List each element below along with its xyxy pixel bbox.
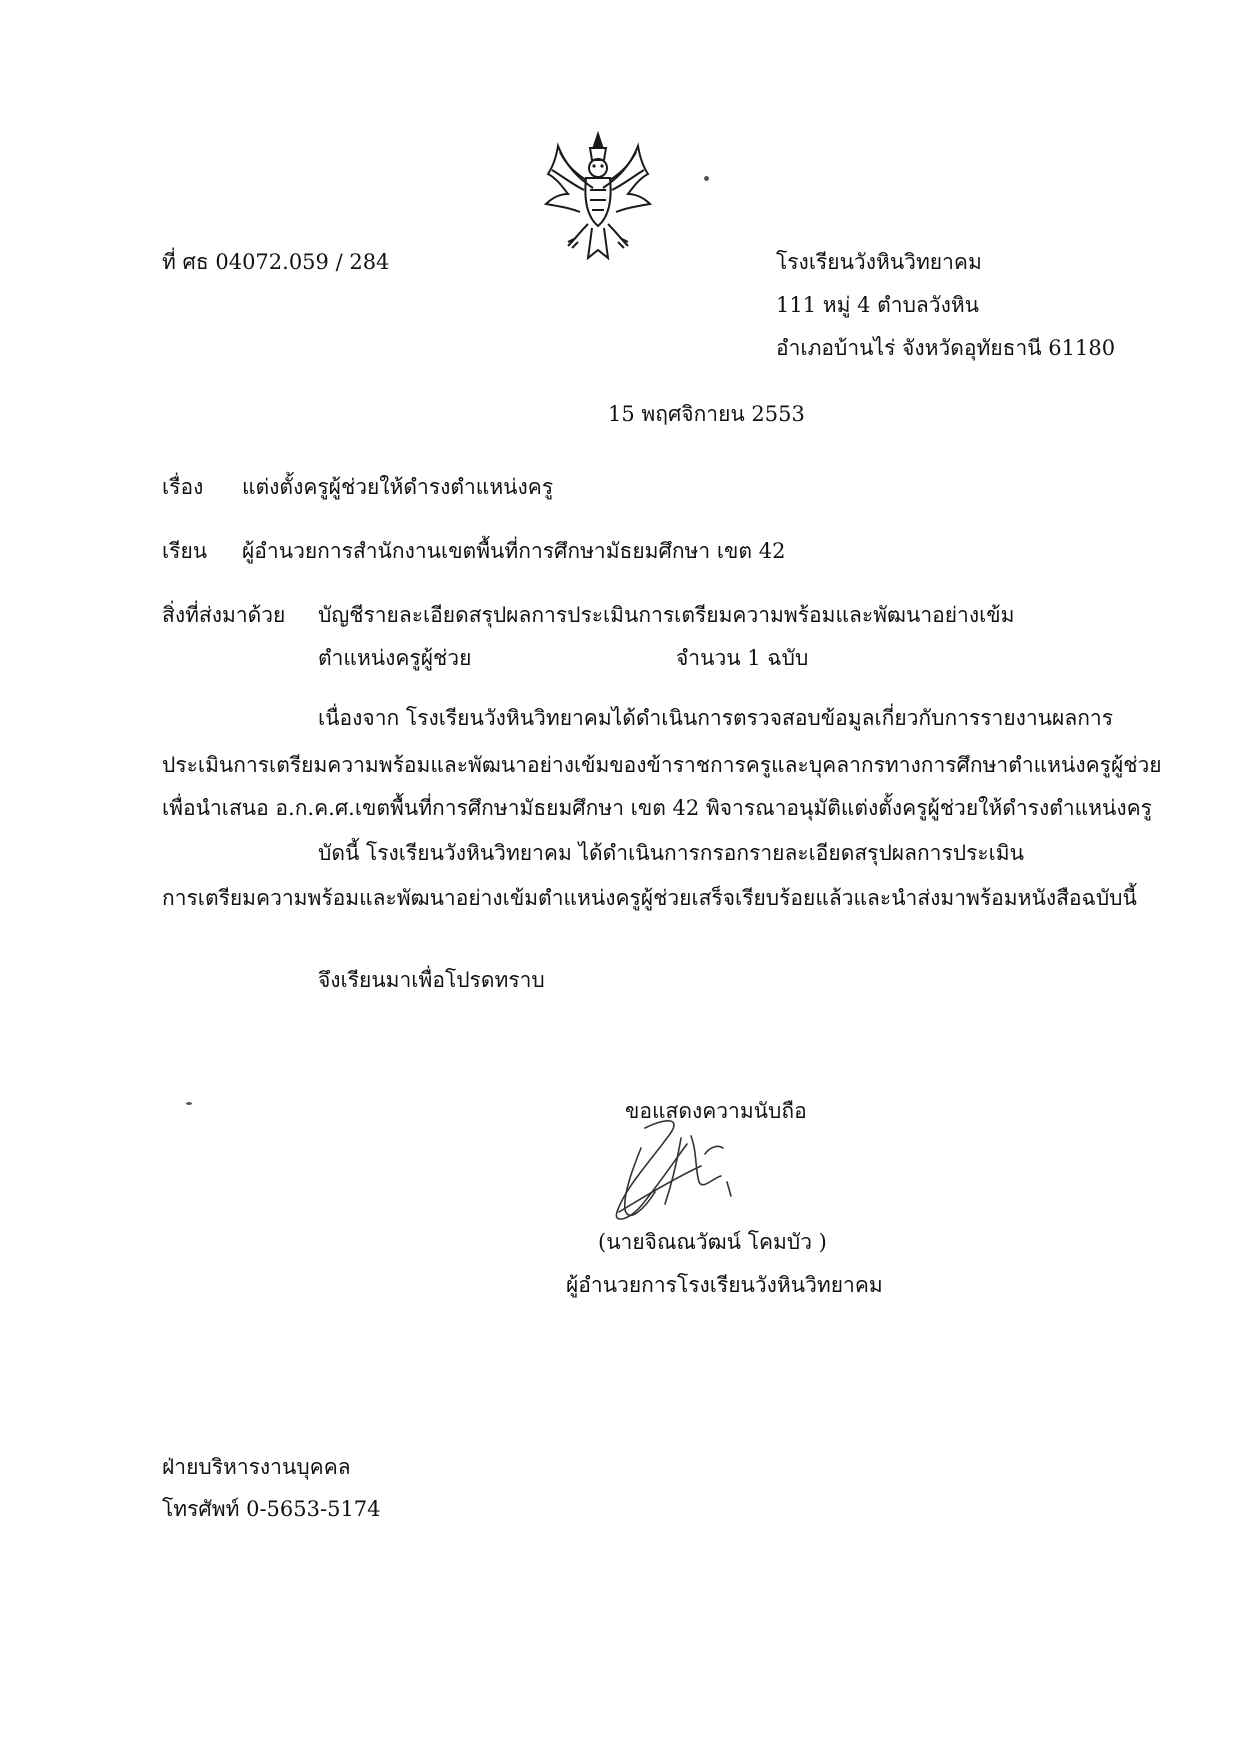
address-line-1: 111 หมู่ 4 ตำบลวังหิน bbox=[776, 293, 980, 317]
enclosure-label: สิ่งที่ส่งมาด้วย bbox=[162, 603, 286, 627]
scan-speck bbox=[186, 1102, 192, 1105]
body-paragraph-2-line-1: บัดนี้ โรงเรียนวังหินวิทยาคม ได้ดำเนินการกรอกรายละเอียดสรุปผลการประเมิน bbox=[318, 841, 1025, 865]
salutation: ขอแสดงความนับถือ bbox=[625, 1099, 807, 1123]
department-name: ฝ่ายบริหารงานบุคคล bbox=[162, 1455, 351, 1479]
enclosure-count: จำนวน 1 ฉบับ bbox=[676, 646, 809, 670]
subject-text: แต่งตั้งครูผู้ช่วยให้ดำรงตำแหน่งครู bbox=[242, 475, 554, 499]
scan-speck bbox=[704, 176, 709, 181]
signer-position: ผู้อำนวยการโรงเรียนวังหินวิทยาคม bbox=[566, 1273, 883, 1297]
recipient-label: เรียน bbox=[162, 539, 208, 563]
recipient-text: ผู้อำนวยการสำนักงานเขตพื้นที่การศึกษามัธยมศึกษา เขต 42 bbox=[242, 539, 786, 563]
body-paragraph-1-line-2: ประเมินการเตรียมความพร้อมและพัฒนาอย่างเข้มของข้าราชการครูและบุคลากรทางการศึกษาตำแหน่งครูผู้ช่วย bbox=[162, 753, 1162, 777]
subject-label: เรื่อง bbox=[162, 475, 204, 499]
garuda-emblem-icon bbox=[538, 128, 658, 266]
body-paragraph-1-line-3: เพื่อนำเสนอ อ.ก.ค.ศ.เขตพื้นที่การศึกษามัธยมศึกษา เขต 42 พิจารณาอนุมัติแต่งตั้งครูผู้ช่วยให้ดำรงตำแหน่งครู bbox=[162, 796, 1152, 820]
enclosure-line-2: ตำแหน่งครูผู้ช่วย bbox=[318, 646, 472, 670]
letter-date: 15 พฤศจิกายน 2553 bbox=[608, 402, 805, 426]
organization-name: โรงเรียนวังหินวิทยาคม bbox=[776, 250, 982, 274]
phone-number: โทรศัพท์ 0-5653-5174 bbox=[162, 1497, 381, 1521]
closing-request: จึงเรียนมาเพื่อโปรดทราบ bbox=[318, 968, 545, 992]
address-line-2: อำเภอบ้านไร่ จังหวัดอุทัยธานี 61180 bbox=[776, 336, 1116, 360]
body-paragraph-2-line-2: การเตรียมความพร้อมและพัฒนาอย่างเข้มตำแหน่งครูผู้ช่วยเสร็จเรียบร้อยแล้วและนำส่งมาพร้อมหนังสือฉบับนี้ bbox=[162, 886, 1137, 910]
signer-name: (นายจิณณวัฒน์ โคมบัว ) bbox=[598, 1230, 827, 1254]
body-paragraph-1-line-1: เนื่องจาก โรงเรียนวังหินวิทยาคมได้ดำเนินการตรวจสอบข้อมูลเกี่ยวกับการรายงานผลการ bbox=[318, 706, 1113, 730]
reference-number: ที่ ศธ 04072.059 / 284 bbox=[162, 250, 390, 274]
handwritten-signature bbox=[605, 1108, 775, 1228]
enclosure-line-1: บัญชีรายละเอียดสรุปผลการประเมินการเตรียมความพร้อมและพัฒนาอย่างเข้ม bbox=[318, 603, 1015, 627]
